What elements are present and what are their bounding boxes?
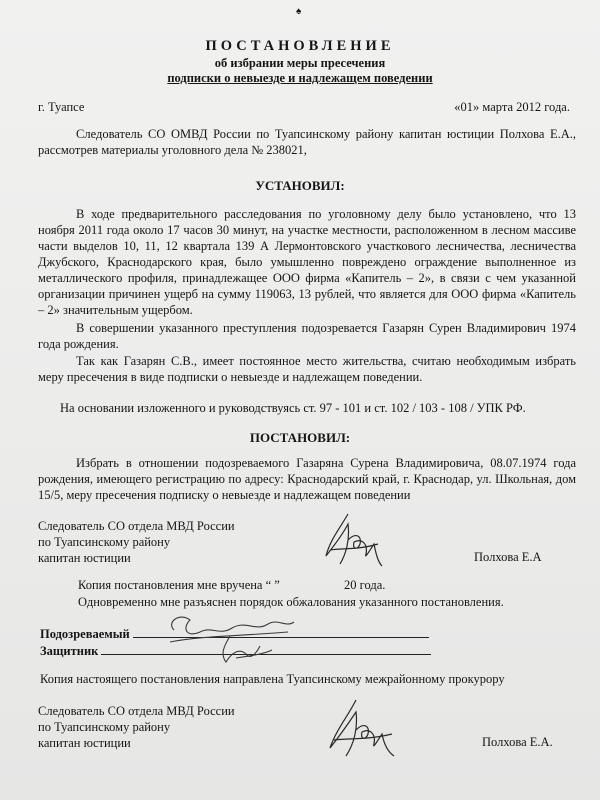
signature-title-line: Следователь СО отдела МВД России [38, 519, 235, 533]
suspect-label: Подозреваемый [40, 627, 130, 641]
established-paragraph-2: В совершении указанного преступления подозревается Газарян Сурен Владимирович 1974 года рождения. [38, 321, 576, 351]
intro-paragraph: Следователь СО ОМВД России по Туапсинскому району капитан юстиции Полхова Е.А., рассмотрев материалы уголовного дела № 238021, [38, 127, 576, 157]
scan-mark: ♠ [296, 6, 302, 17]
established-paragraph-1: В ходе предварительного расследования по уголовному делу было установлено, что 13 ноября 2011 года около 17 часов 30 минут, на участке местности, расположенном в лесном массиве части выделов 10, 11, 12 квартала 139 А Лермонтовского участкового лесничества, лесничества Джубского, Краснодарского края, было умышленно повреждено ограждение выполненное из металлического профиля, принадлежащее ООО фирма «Капитель – 2», в связи с чем указанной организации причинен ущерб на сумму 119063, 13 рублей, что является для ООО фирма «Капитель – 2» значительным ущербом. [38, 207, 576, 317]
signature-title-line: капитан юстиции [38, 551, 131, 565]
handwritten-signature-2 [322, 696, 402, 762]
signature-title-line: Следователь СО отдела МВД России [38, 704, 235, 718]
document-title: ПОСТАНОВЛЕНИЕ [205, 38, 395, 54]
city: г. Туапсе [38, 100, 85, 114]
copy-received-line: Копия постановления мне вручена “ ” [78, 578, 280, 592]
document-subtitle: об избрании меры пресечения [214, 56, 386, 70]
heading-resolved: ПОСТАНОВИЛ: [249, 430, 351, 445]
defender-label: Защитник [40, 644, 99, 658]
heading-established: УСТАНОВИЛ: [255, 178, 345, 193]
document-date: «01» марта 2012 года. [454, 100, 570, 114]
legal-basis: На основании изложенного и руководствуясь ст. 97 - 101 и ст. 102 / 103 - 108 / УПК РФ. [60, 401, 526, 415]
copy-received-year: 20 года. [344, 578, 386, 592]
handwritten-signature-1 [318, 510, 388, 570]
established-paragraph-3: Так как Газарян С.В., имеет постоянное место жительства, считаю необходимым избрать меру пресечения в виде подписки о невыезде и надлежащем поведении. [38, 354, 576, 384]
signature-title-line: капитан юстиции [38, 736, 131, 750]
signature-name-1: Полхова Е.А [474, 550, 542, 564]
resolved-paragraph: Избрать в отношении подозреваемого Газаряна Сурена Владимировича, 08.07.1974 года рождения, имеющего регистрацию по адресу: Краснодарский край, г. Краснодар, ул. Школьная, дом 15/5, меру пресечения подписку о невыезде и надлежащем поведении [38, 456, 576, 502]
document-subtitle-underlined: подписки о невыезде и надлежащем поведении [167, 71, 433, 85]
signature-title-line: по Туапсинскому району [38, 720, 171, 734]
signature-name-2: Полхова Е.А. [482, 735, 553, 749]
forwarded-to-prosecutor: Копия настоящего постановления направлена Туапсинскому межрайонному прокурору [40, 672, 505, 686]
appeal-explained-line: Одновременно мне разъяснен порядок обжалования указанного постановления. [78, 595, 504, 609]
signature-title-line: по Туапсинскому району [38, 535, 171, 549]
signature-block-1 [38, 518, 235, 566]
handwritten-signature-suspect [160, 606, 300, 670]
signature-block-2 [38, 703, 235, 751]
